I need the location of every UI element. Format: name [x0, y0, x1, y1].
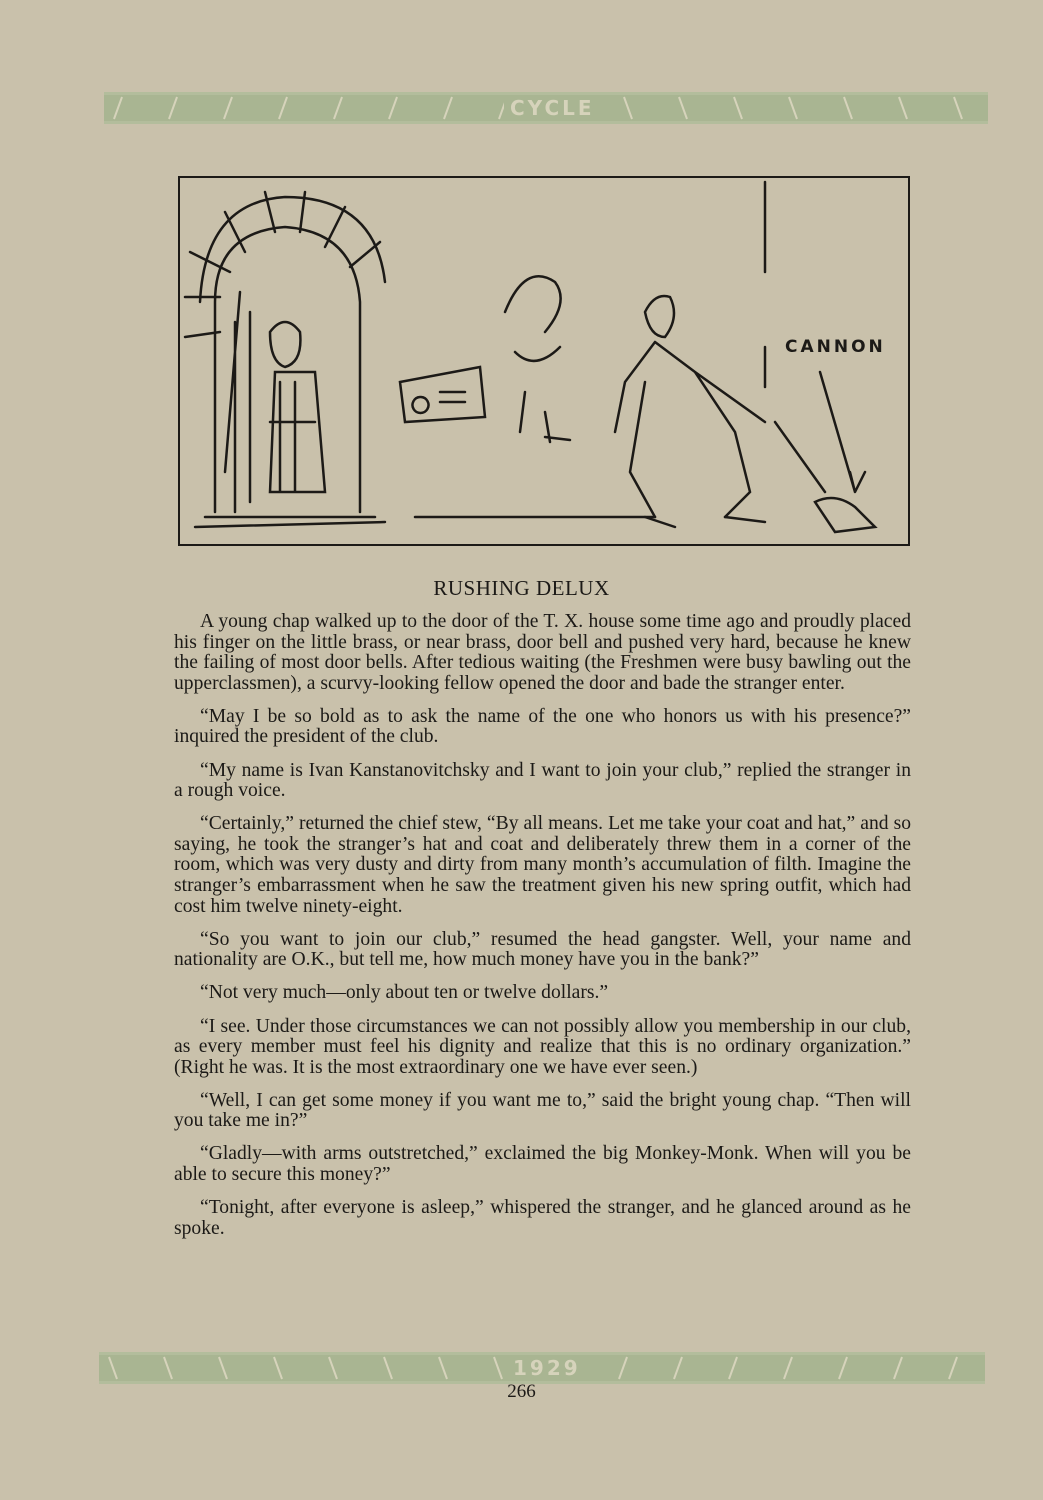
- header-banner: [104, 92, 988, 124]
- banner-year: 1929: [507, 1356, 587, 1380]
- paragraph: “I see. Under those circumstances we can not possibly allow you membership in our club, as every member must feel his dignity and realize that this is no ordinary organization.” (Right he was. It is the most extraordinary one we have ever seen.): [174, 1015, 911, 1078]
- page-number: 266: [507, 1381, 536, 1402]
- paragraph: “My name is Ivan Kanstanovitchsky and I want to join your club,” replied the stranger in a rough voice.: [174, 759, 911, 802]
- footer-banner: [99, 1352, 985, 1384]
- paragraph: “Tonight, after everyone is asleep,” whispered the stranger, and he glanced around as he spoke.: [174, 1197, 911, 1239]
- article-title: RUSHING DELUX: [433, 576, 610, 600]
- paragraph: “Not very much—only about ten or twelve dollars.”: [200, 982, 609, 1004]
- paragraph: “Well, I can get some money if you want me to,” said the bright young chap. “Then will you take me in?”: [174, 1089, 911, 1132]
- paragraph: “So you want to join our club,” resumed the head gangster. Well, your name and nationality are O.K., but tell me, how much money have you in the bank?”: [174, 928, 911, 971]
- paragraph: “May I be so bold as to ask the name of the one who honors us with his presence?” inquired the president of the club.: [174, 705, 911, 748]
- cartoon-illustration: [175, 172, 915, 552]
- banner-word: CYCLE: [504, 96, 601, 120]
- paragraph: “Certainly,” returned the chief stew, “By all means. Let me take your coat and hat,” and so saying, he took the stranger’s hat and coat and deliberately threw them in a corner of the room, which was very dusty and dirty from many month’s accumulation of filth. Imagine the stranger’s embarrassment when he saw the treatment given his new spring outfit, which had cost him twelve ninety-eight.: [174, 813, 911, 917]
- paragraph: “Gladly—with arms outstretched,” exclaimed the big Monkey-Monk. When will you be able to secure this money?”: [174, 1143, 911, 1186]
- cannon-label: CANNON: [785, 337, 886, 357]
- paragraph: A young chap walked up to the door of the T. X. house some time ago and proudly placed his finger on the little brass, or near brass, door bell and pushed very hard, because he knew the failing of most door bells. After tedious waiting (the Freshmen were busy bawling out the upperclassmen), a scurvy-looking fellow opened the door and bade the stranger enter.: [174, 611, 911, 694]
- article-body: [174, 612, 911, 1252]
